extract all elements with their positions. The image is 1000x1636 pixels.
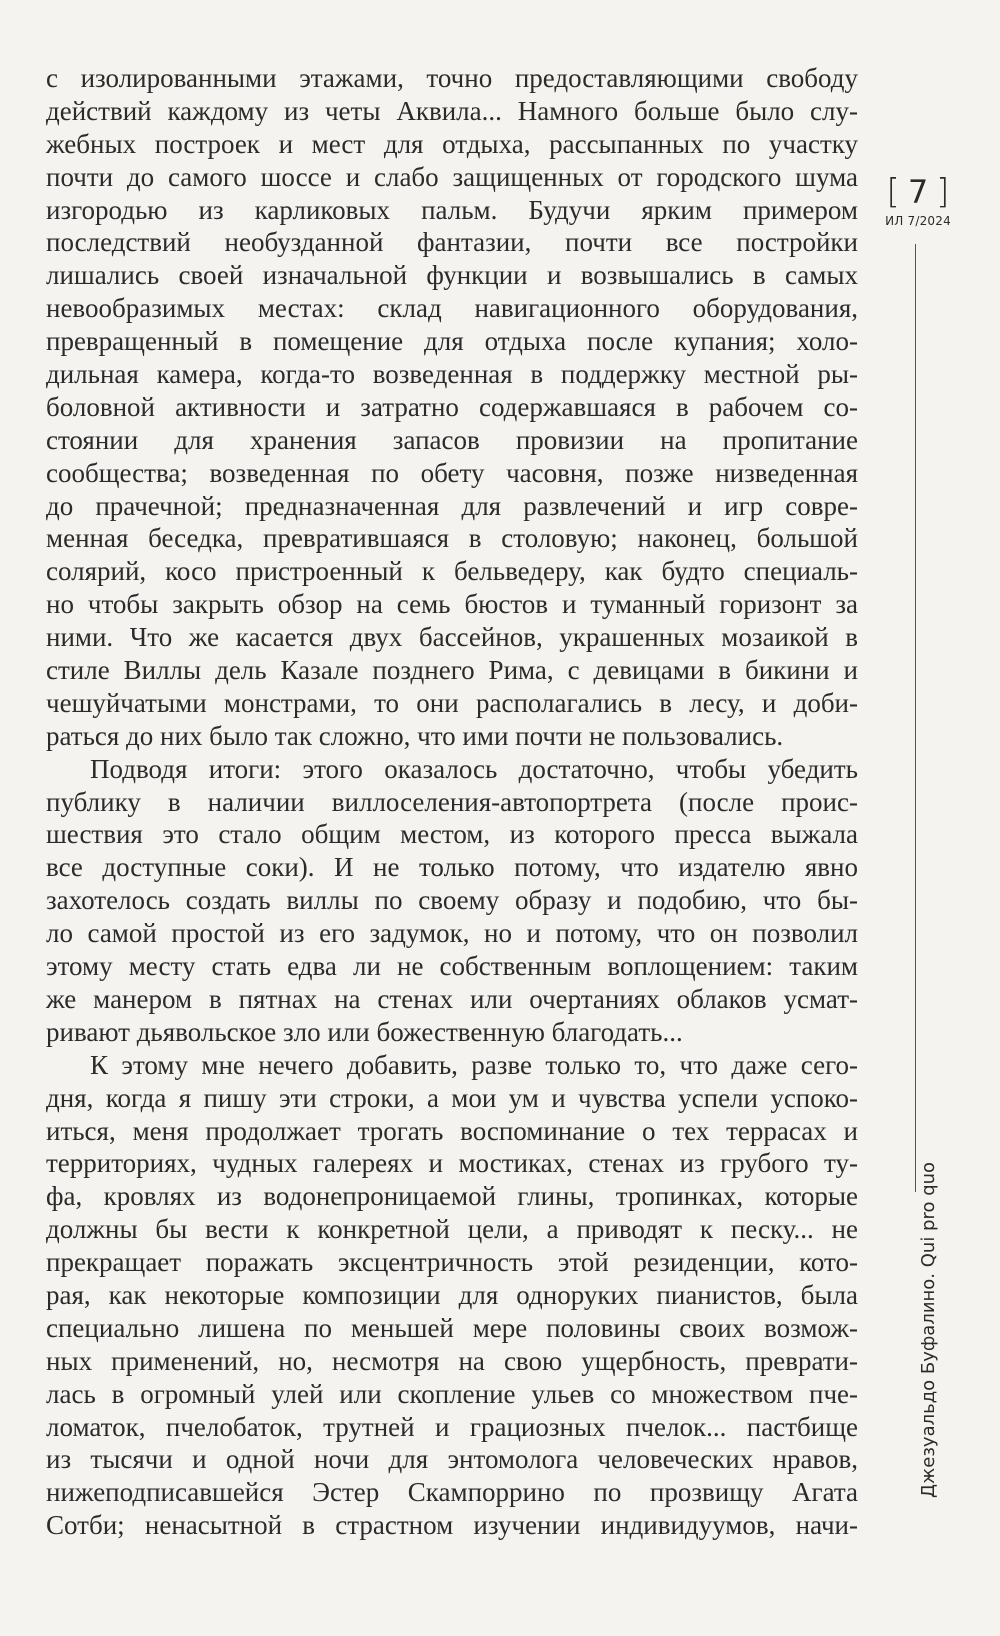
text-line: рая, как некоторые композиции для одноруких пианистов, была bbox=[46, 1279, 858, 1310]
issue-label: ИЛ 7/2024 bbox=[885, 214, 951, 228]
text-line: солярий, косо пристроенный к бельведеру, как будто специаль- bbox=[46, 556, 858, 587]
text-line: до прачечной; предназначенная для развлечений и игр совре- bbox=[46, 490, 858, 521]
paragraph-start-line: Подводя итоги: этого оказалось достаточно, чтобы убедить bbox=[90, 753, 858, 784]
text-line: почти до самого шоссе и слабо защищенных от городского шума bbox=[46, 161, 858, 192]
paragraph-end-line: раться до них было так сложно, что ими почти не пользовались. bbox=[46, 720, 784, 751]
text-line: дня, когда я пишу эти строки, а мои ум и чувства успели успоко- bbox=[46, 1082, 858, 1113]
paragraph-start-line: К этому мне нечего добавить, разве только то, что даже сего- bbox=[90, 1049, 858, 1080]
text-line: этому месту стать едва ли не собственным воплощением: таким bbox=[46, 951, 858, 982]
text-line: должны бы вести к конкретной цели, а приводят к песку... не bbox=[46, 1214, 858, 1245]
text-line: дильная камера, когда-то возведенная в поддержку местной ры- bbox=[46, 359, 858, 390]
text-line: стоянии для хранения запасов провизии на пропитание bbox=[46, 424, 858, 455]
paragraph-end-line: ривают дьявольское зло или божественную благодать... bbox=[46, 1016, 683, 1047]
text-line: последствий необузданной фантазии, почти все постройки bbox=[46, 227, 858, 258]
page-number: 7 bbox=[907, 173, 929, 211]
text-line: же манером в пятнах на стенах или очертаниях облаков усмат- bbox=[46, 983, 858, 1014]
text-line: лишались своей изначальной функции и возвышались в самых bbox=[46, 260, 858, 291]
text-line: захотелось создать виллы по своему образу и подобию, что бы- bbox=[46, 885, 858, 916]
text-line: жебных построек и мест для отдыха, рассыпанных по участку bbox=[46, 128, 858, 159]
page-number-block bbox=[882, 172, 954, 212]
text-line: все доступные соки). И не только потому, что издателю явно bbox=[46, 852, 858, 883]
text-line: менная беседка, превратившаяся в столовую; наконец, большой bbox=[46, 523, 858, 554]
text-line: ломаток, пчелобаток, трутней и грациозных пчелок... пастбище bbox=[46, 1411, 858, 1442]
text-line: сообщества; возведенная по обету часовня, позже низведенная bbox=[46, 457, 858, 488]
left-bracket: [ bbox=[886, 172, 900, 212]
text-line: ных применений, но, несмотря на свою ущербность, преврати- bbox=[46, 1345, 858, 1376]
text-line: нижеподписавшейся Эстер Скампоррино по прозвищу Агата bbox=[46, 1477, 858, 1508]
text-line: невообразимых местах: склад навигационного оборудования, bbox=[46, 293, 858, 324]
text-line: с изолированными этажами, точно предоставляющими свободу bbox=[46, 63, 858, 93]
text-line: шествия это стало общим местом, из которого пресса выжала bbox=[46, 819, 858, 850]
text-line: действий каждому из четы Аквила... Намного больше было слу- bbox=[46, 95, 858, 126]
text-line: публику в наличии виллоселения-автопортрета (после проис- bbox=[46, 786, 858, 817]
running-head: Джезуальдо Буфалино. Qui pro quo bbox=[918, 1161, 939, 1498]
margin-rule bbox=[915, 244, 916, 1192]
text-line: иться, меня продолжает трогать воспоминание о тех террасах и bbox=[46, 1115, 858, 1146]
text-line: прекращает поражать эксцентричность этой резиденции, кото- bbox=[46, 1247, 858, 1278]
text-line: из тысячи и одной ночи для энтомолога человеческих нравов, bbox=[46, 1444, 858, 1475]
text-line: превращенный в помещение для отдыха после купания; холо- bbox=[46, 326, 858, 357]
right-bracket: ] bbox=[936, 172, 950, 212]
text-line: ними. Что же касается двух бассейнов, украшенных мозаикой в bbox=[46, 622, 858, 653]
text-line: ло самой простой из его задумок, но и потому, что он позволил bbox=[46, 918, 858, 949]
text-line: боловной активности и затратно содержавшаяся в рабочем со- bbox=[46, 391, 858, 422]
body-text bbox=[46, 62, 858, 1542]
text-line: специально лишена по меньшей мере половины своих возмож- bbox=[46, 1312, 858, 1343]
text-line: чешуйчатыми монстрами, то они располагались в лесу, и доби- bbox=[46, 687, 858, 718]
text-line: изгородью из карликовых пальм. Будучи ярким примером bbox=[46, 194, 858, 225]
text-line: стиле Виллы дель Казале позднего Рима, с девицами в бикини и bbox=[46, 655, 858, 686]
text-line: территориях, чудных галереях и мостиках, стенах из грубого ту- bbox=[46, 1148, 858, 1179]
text-line: но чтобы закрыть обзор на семь бюстов и туманный горизонт за bbox=[46, 589, 858, 620]
text-line: лась в огромный улей или скопление ульев со множеством пче- bbox=[46, 1378, 858, 1409]
text-line: Сотби; ненасытной в страстном изучении индивидуумов, начи- bbox=[46, 1510, 858, 1541]
text-line: фа, кровлях из водонепроницаемой глины, тропинках, которые bbox=[46, 1181, 858, 1212]
